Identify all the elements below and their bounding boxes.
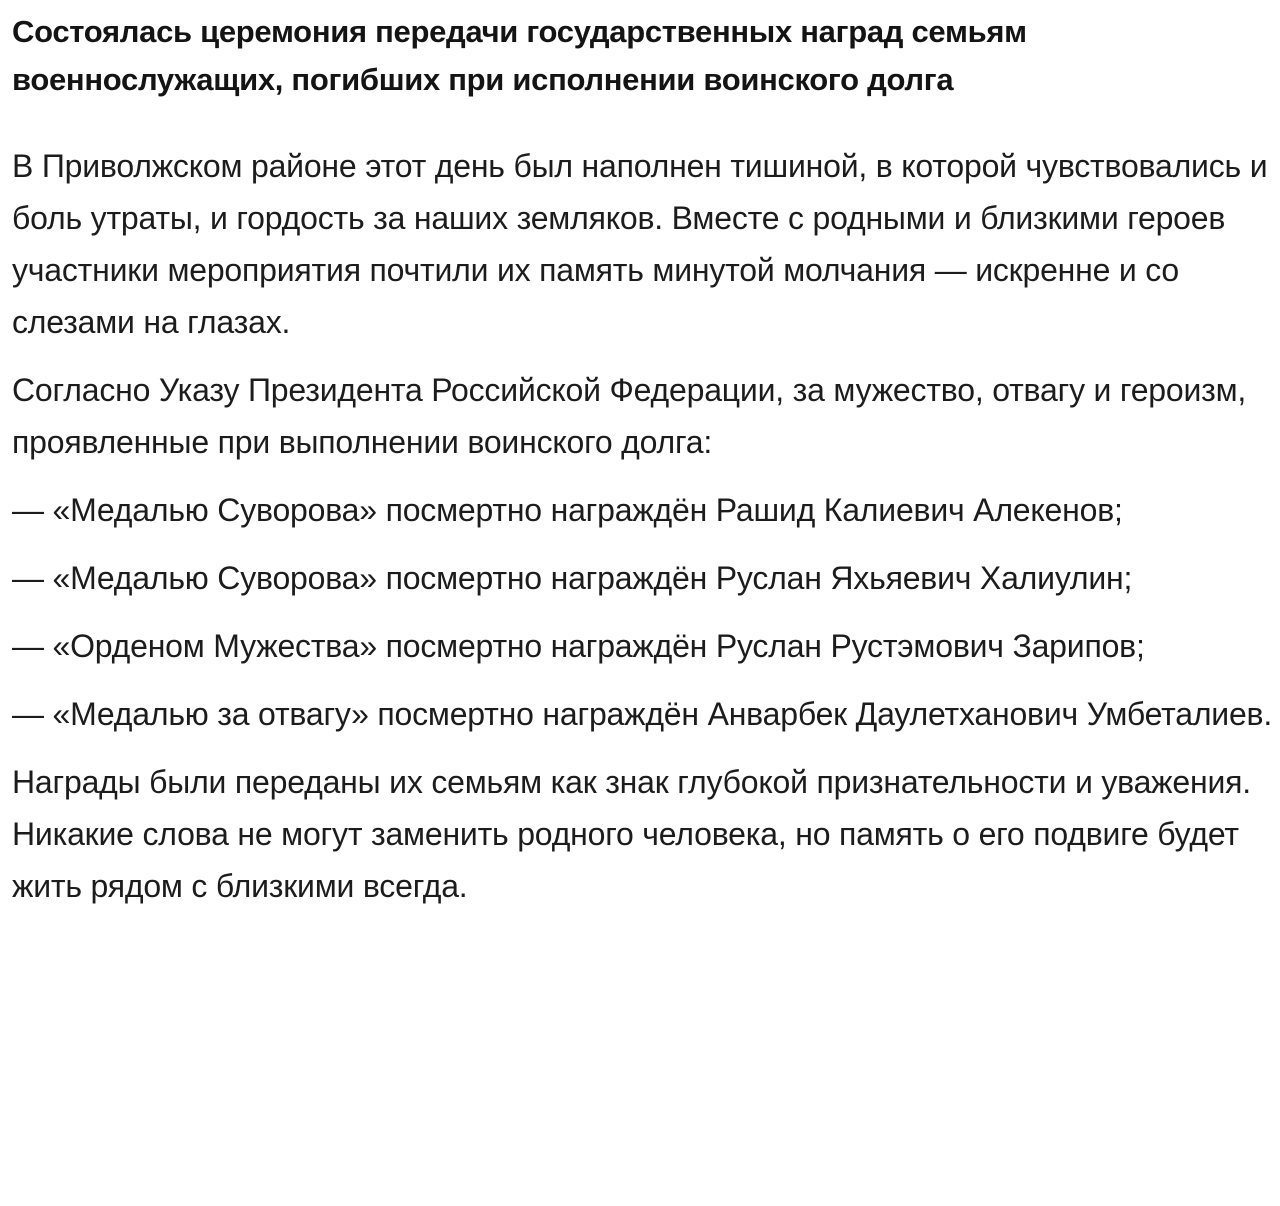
intro-paragraph: В Приволжском районе этот день был наполнен тишиной, в которой чувствовались и боль утраты, и гордость за наших земляков. Вместе с родными и близкими героев участники мероприятия почтили их память минутой молчания — искренне и со слезами на глазах.	[12, 148, 1268, 340]
closing-paragraph: Награды были переданы их семьям как знак глубокой признательности и уважения. Никакие слова не могут заменить родного человека, но память о его подвиге будет жить рядом с близкими всегда.	[12, 764, 1251, 904]
award-item: — «Медалью Суворова» посмертно награждён Рашид Калиевич Алекенов;	[12, 492, 1123, 528]
award-item: — «Орденом Мужества» посмертно награждён Руслан Рустэмович Зарипов;	[12, 628, 1145, 664]
award-item: — «Медалью Суворова» посмертно награждён Руслан Яхьяевич Халиулин;	[12, 560, 1133, 596]
article	[12, 0, 1274, 912]
award-item: — «Медалью за отвагу» посмертно награждён Анварбек Даулетханович Умбеталиев.	[12, 696, 1273, 732]
decree-paragraph: Согласно Указу Президента Российской Федерации, за мужество, отвагу и героизм, проявленные при выполнении воинского долга:	[12, 372, 1247, 460]
article-title: Состоялась церемония передачи государственных наград семьям военнослужащих, погибших при исполнении воинского долга	[12, 14, 1027, 97]
